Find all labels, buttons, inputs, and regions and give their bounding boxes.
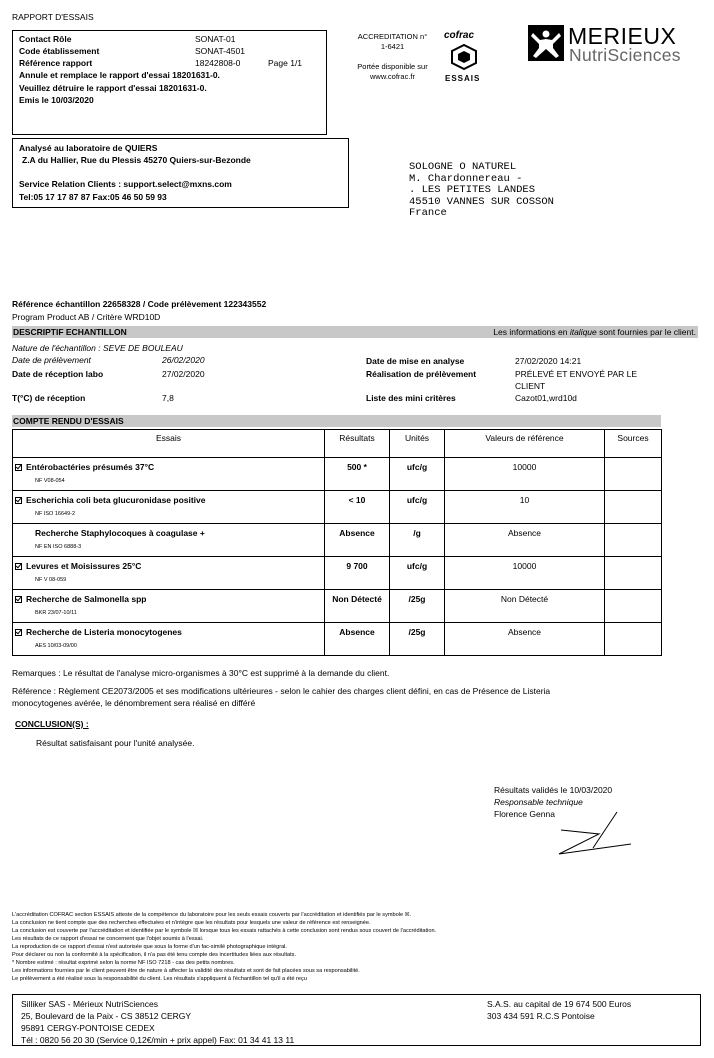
essai-unit: ufc/g <box>390 491 445 524</box>
col-header-essais: Essais <box>13 430 325 458</box>
table-row <box>13 524 662 557</box>
essai-reference-value: 10000 <box>445 458 605 491</box>
footer-phone-fax: Tél : 0820 56 20 30 (Service 0,12€/min + prix appel) Fax: 01 34 41 13 11 <box>21 1035 295 1045</box>
sample-reference: Référence échantillon 22658328 / Code prélèvement 122343552 <box>12 299 267 309</box>
essai-result: Absence <box>325 524 390 557</box>
realisation-value-1: PRÉLEVÉ ET ENVOYÉ PAR LE <box>515 369 638 379</box>
results-table <box>12 429 662 656</box>
table-row <box>13 557 662 590</box>
lab-service-email: Service Relation Clients : support.select@mxns.com <box>19 179 232 189</box>
destroy-line: Veuillez détruire le rapport d'essai 18201631-0. <box>19 83 207 93</box>
merieux-emblem-icon <box>528 25 564 61</box>
essai-reference-value: Non Détecté <box>445 590 605 623</box>
sample-section-bar <box>12 326 698 338</box>
temperature-label: T(°C) de réception <box>12 393 86 403</box>
cofrac-essais-text: ESSAIS <box>445 74 481 83</box>
reference-text-1: Référence : Règlement CE2073/2005 et ses modifications ultérieures - selon le cahier des charges client défini, en cas de Présence de Listeria <box>12 686 551 696</box>
accredited-checkbox-icon <box>15 497 22 504</box>
analyse-date-value: 27/02/2020 14:21 <box>515 356 582 366</box>
accreditation-line3: Portée disponible sur <box>357 62 428 71</box>
footnote-line: L'accréditation COFRAC section ESSAIS atteste de la compétence du laboratoire pour les seuls essais couverts par l'accréditation et identifiés par le symbole ☒. <box>12 912 412 918</box>
etab-value: SONAT-4501 <box>195 46 245 56</box>
essai-method: BKR 23/07-10/11 <box>35 610 77 616</box>
validation-date: Résultats validés le 10/03/2020 <box>494 785 613 795</box>
essai-name: Levures et Moisissures 25°C <box>26 561 142 571</box>
temperature-value: 7,8 <box>162 393 174 403</box>
essai-source <box>605 557 662 590</box>
essai-result: 9 700 <box>325 557 390 590</box>
table-row <box>13 491 662 524</box>
remarks-text: Remarques : Le résultat de l'analyse micro-organismes à 30°C est supprimé à la demande du client. <box>12 668 390 678</box>
lab-phone-fax: Tel:05 17 17 87 87 Fax:05 46 50 59 93 <box>19 192 167 202</box>
accredited-checkbox-icon <box>15 464 22 471</box>
essai-method: NF EN ISO 6888-3 <box>35 544 82 550</box>
validation-role: Responsable technique <box>494 797 583 807</box>
ref-label: Référence rapport <box>19 58 93 68</box>
footer-address-2: 95891 CERGY-PONTOISE CEDEX <box>21 1023 155 1033</box>
table-row <box>13 590 662 623</box>
client-address-line: M. Chardonnereau - <box>409 172 523 185</box>
signature-graphic <box>555 808 635 863</box>
essai-unit: /g <box>390 524 445 557</box>
sample-nature <box>12 343 183 353</box>
essai-result: 500 * <box>325 458 390 491</box>
essai-unit: ufc/g <box>390 458 445 491</box>
client-address-line: . LES PETITES LANDES <box>409 184 536 196</box>
essai-source <box>605 458 662 491</box>
client-address-line: France <box>409 207 447 219</box>
reception-value: 27/02/2020 <box>162 369 205 379</box>
col-header-resultats: Résultats <box>325 430 390 458</box>
essai-name: Recherche de Salmonella spp <box>26 594 147 604</box>
essai-result: Absence <box>325 623 390 656</box>
merieux-logo <box>528 25 708 65</box>
col-header-sources: Sources <box>605 430 662 458</box>
footer-box <box>12 994 701 1046</box>
contact-value: SONAT-01 <box>195 34 236 44</box>
footer-capital: S.A.S. au capital de 19 674 500 Euros <box>487 999 632 1009</box>
table-row <box>13 623 662 656</box>
essai-reference-value: Absence <box>445 623 605 656</box>
prelevement-label: Date de prélèvement <box>12 355 91 365</box>
essai-source <box>605 524 662 557</box>
prelevement-value: 26/02/2020 <box>162 355 205 365</box>
footnote-line: Pour déclarer ou non la conformité à la spécification, il n'a pas été tenu compte des incertitudes liées aux résultats. <box>12 952 297 958</box>
essai-name: Recherche Staphylocoques à coagulase + <box>35 528 205 538</box>
reference-text-2: monocytogenes avérée, le dénombrement sera réalisé en différé <box>12 698 256 708</box>
etab-label: Code établissement <box>19 46 100 56</box>
results-section-bar <box>12 415 661 427</box>
client-info-italic: italique <box>569 327 597 337</box>
essai-source <box>605 491 662 524</box>
footnote-line: La conclusion est couverte par l'accréditation et identifiée par le symbole ☒ lorsque tous les essais rattachés à cette conclusion sont rendus sous couvert de l'accréditation. <box>12 928 437 934</box>
footer-company: Silliker SAS - Mérieux NutriSciences <box>21 999 158 1009</box>
report-info-box <box>12 30 327 135</box>
col-header-unites: Unités <box>390 430 445 458</box>
essai-result: Non Détecté <box>325 590 390 623</box>
sample-nature-label: Nature de l'échantillon : <box>12 343 103 353</box>
client-address-line: SOLOGNE O NATUREL <box>409 161 517 173</box>
accreditation-block <box>345 32 440 82</box>
criteres-label: Liste des mini critères <box>366 393 456 403</box>
client-info-prefix: Les informations en <box>493 327 570 337</box>
contact-label: Contact Rôle <box>19 34 72 44</box>
client-info-note <box>493 327 696 337</box>
analyse-date-label: Date de mise en analyse <box>366 356 465 366</box>
cofrac-logo-text: cofrac <box>444 30 475 41</box>
realisation-label: Réalisation de prélèvement <box>366 369 477 379</box>
essai-unit: /25g <box>390 623 445 656</box>
essai-name: Entérobactéries présumés 37°C <box>26 462 155 472</box>
essai-name: Recherche de Listeria monocytogenes <box>26 627 182 637</box>
footer-rcs: 303 434 591 R.C.S Pontoise <box>487 1011 595 1021</box>
footnotes <box>12 911 436 983</box>
essai-reference-value: 10 <box>445 491 605 524</box>
merieux-brand-top: MERIEUX <box>568 23 677 49</box>
client-address-line: 45510 VANNES SUR COSSON <box>409 195 554 208</box>
essai-method: NF V08-054 <box>35 478 65 484</box>
footnote-line: Les informations fournies par le client peuvent être de nature à affecter la validité des résultats et sont de fait placées sous sa responsabilité. <box>12 968 360 974</box>
lab-info-box <box>12 138 349 208</box>
conclusion-text: Résultat satisfaisant pour l'unité analysée. <box>36 738 195 748</box>
essai-unit: ufc/g <box>390 557 445 590</box>
accredited-checkbox-icon <box>15 596 22 603</box>
essai-source <box>605 590 662 623</box>
accreditation-url: www.cofrac.fr <box>369 72 415 81</box>
conclusion-title: CONCLUSION(S) : <box>15 719 89 729</box>
page-number: Page 1/1 <box>268 58 303 68</box>
realisation-value-2: CLIENT <box>515 381 546 391</box>
results-section-title: COMPTE RENDU D'ESSAIS <box>13 416 124 426</box>
accreditation-line1: ACCREDITATION n° <box>357 32 428 41</box>
accreditation-number: 1-6421 <box>380 42 405 51</box>
lab-name: Analysé au laboratoire de QUIERS <box>19 143 158 153</box>
essai-method: NF ISO 16649-2 <box>35 511 76 517</box>
client-info-suffix: sont fournies par le client. <box>596 327 696 337</box>
sample-section-title: DESCRIPTIF ECHANTILLON <box>13 327 127 337</box>
results-header-row <box>13 430 662 458</box>
footnote-line: * Nombre estimé : résultat exprimé selon la norme NF ISO 7218 - cas des petits nombres. <box>12 960 235 966</box>
report-title: RAPPORT D'ESSAIS <box>12 12 94 22</box>
essai-reference-value: Absence <box>445 524 605 557</box>
essai-name: Escherichia coli beta glucuronidase positive <box>26 495 206 505</box>
sample-nature-value: SEVE DE BOULEAU <box>102 343 183 353</box>
table-row <box>13 458 662 491</box>
validation-name: Florence Genna <box>494 809 555 819</box>
essai-unit: /25g <box>390 590 445 623</box>
criteres-value: Cazot01,wrd10d <box>515 393 577 403</box>
replace-line: Annule et remplace le rapport d'essai 18201631-0. <box>19 70 220 80</box>
footnote-line: Le prélèvement a été réalisé sous la responsabilité du client. Les résultats s'appliquent à l'échantillon tel qu'il a été reçu <box>12 976 307 982</box>
cofrac-logo <box>444 30 486 85</box>
essai-method: NF V 08-059 <box>35 577 67 583</box>
essai-result: < 10 <box>325 491 390 524</box>
merieux-brand-bottom: NutriSciences <box>569 45 681 65</box>
footnote-line: La reproduction de ce rapport d'essai n'est autorisée que sous la forme d'un fac-similé photographique intégral. <box>12 944 287 950</box>
essai-reference-value: 10000 <box>445 557 605 590</box>
program-product: Program Product AB / Critère WRD10D <box>12 312 161 322</box>
cofrac-hexagon-icon <box>446 43 482 73</box>
footnote-line: Les résultats de ce rapport d'essai ne concernent que l'objet soumis à l'essai. <box>12 936 204 942</box>
footnote-line: La conclusion ne tient compte que des recherches effectuées et n'intègre que les résultats pour lesquels une valeur de référence est renseignée. <box>12 920 371 926</box>
client-address <box>409 162 554 220</box>
reception-label: Date de réception labo <box>12 369 104 379</box>
col-header-valeurs-reference: Valeurs de référence <box>445 430 605 458</box>
essai-source <box>605 623 662 656</box>
ref-value: 18242808-0 <box>195 58 241 68</box>
essai-method: AES 10/03-09/00 <box>35 643 77 649</box>
footer-address-1: 25, Boulevard de la Paix - CS 38512 CERGY <box>21 1011 192 1021</box>
accredited-checkbox-icon <box>15 563 22 570</box>
emis-line: Emis le 10/03/2020 <box>19 95 94 105</box>
accredited-checkbox-icon <box>15 629 22 636</box>
lab-address: Z.A du Hallier, Rue du Plessis 45270 Quiers-sur-Bezonde <box>22 155 251 165</box>
